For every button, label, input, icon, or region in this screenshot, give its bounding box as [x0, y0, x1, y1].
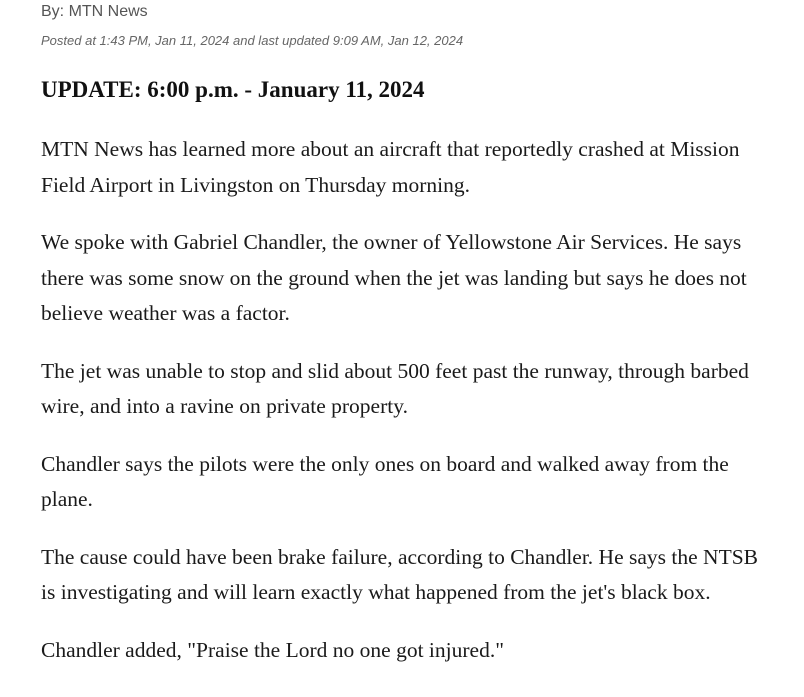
paragraph: We spoke with Gabriel Chandler, the owner of Yellowstone Air Services. He says there was some snow on the ground when the jet was landing but says he does not believe weather was a factor. — [41, 230, 747, 325]
paragraph: MTN News has learned more about an aircraft that reportedly crashed at Mission Field Airport in Livingston on Thursday morning. — [41, 137, 740, 197]
timestamp: Posted at 1:43 PM, Jan 11, 2024 and last updated 9:09 AM, Jan 12, 2024 — [41, 33, 464, 48]
update-heading: UPDATE: 6:00 p.m. - January 11, 2024 — [41, 77, 425, 102]
paragraph: Chandler added, "Praise the Lord no one got injured." — [41, 637, 504, 662]
byline: By: MTN News — [41, 3, 148, 20]
article-body — [41, 132, 771, 690]
paragraph: The jet was unable to stop and slid about 500 feet past the runway, through barbed wire, and into a ravine on private property. — [41, 358, 749, 418]
paragraph: The cause could have been brake failure, according to Chandler. He says the NTSB is investigating and will learn exactly what happened from the jet's black box. — [41, 544, 759, 604]
paragraph: Chandler says the pilots were the only ones on board and walked away from the plane. — [41, 451, 729, 511]
